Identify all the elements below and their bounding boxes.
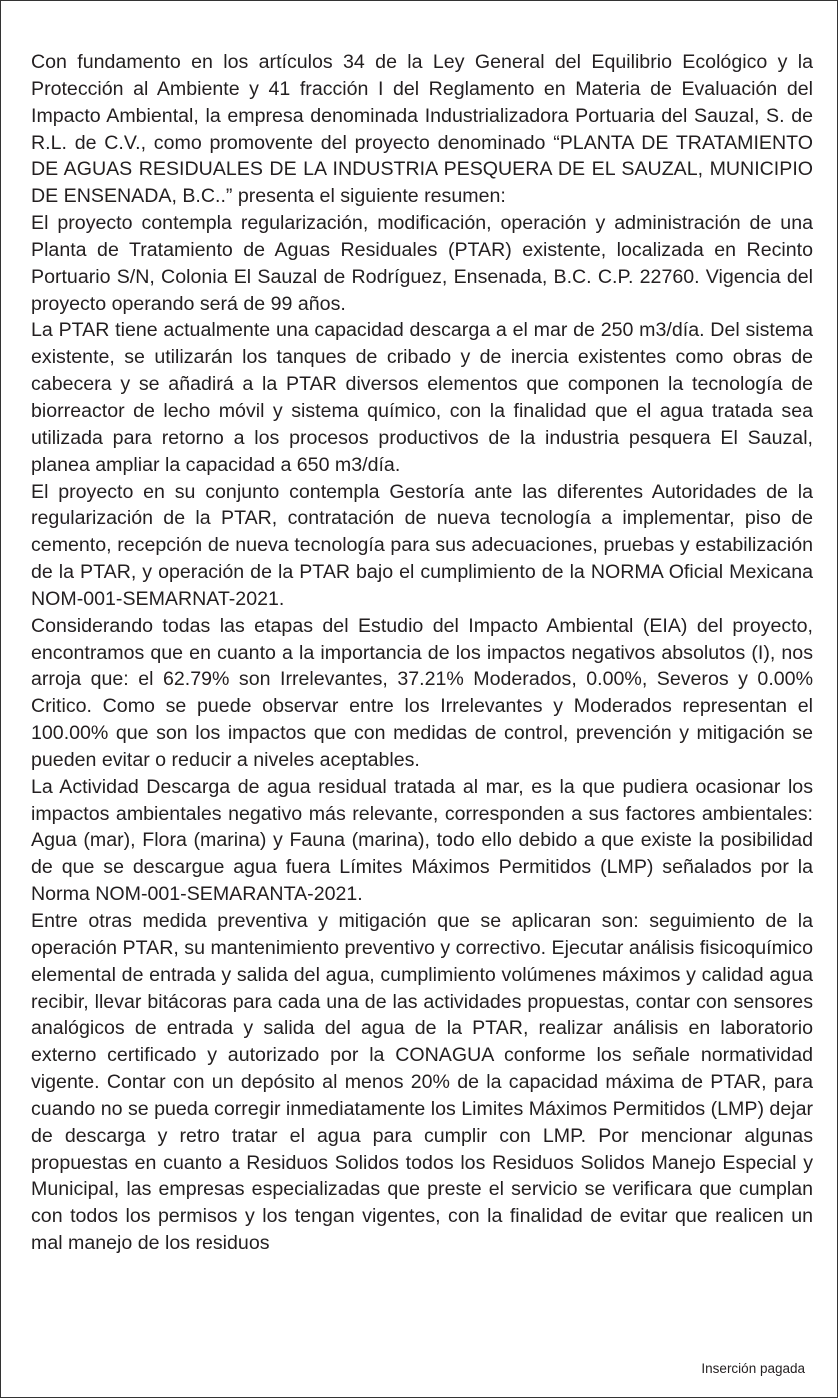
paragraph-impactos: Considerando todas las etapas del Estudio del Impacto Ambiental (EIA) del proyecto, encontramos que en cuanto a la importancia de los impactos negativos absolutos (I), nos arroja que: el 62.79% son Irrelevantes, 37.21% Moderados, 0.00%, Severos y 0.00% Critico. Como se puede observar entre los Irrelevantes y Moderados representan el 100.00% que son los impactos que con medidas de control, prevención y mitigación se pueden evitar o reducir a niveles aceptables. bbox=[31, 614, 813, 771]
paragraph-fundamento: Con fundamento en los artículos 34 de la Ley General del Equilibrio Ecológico y la Protección al Ambiente y 41 fracción I del Reglamento en Materia de Evaluación del Impacto Ambiental, la empresa denominada Industrializadora Portuaria del Sauzal, S. de R.L. de C.V., como promovente del proyecto denominado “PLANTA DE TRATAMIENTO DE AGUAS RESIDUALES DE LA INDUSTRIA PESQUERA DE EL SAUZAL, MUNICIPIO DE ENSENADA, B.C..” presenta el siguiente resumen: bbox=[31, 51, 813, 208]
paragraph-medidas: Entre otras medida preventiva y mitigación que se aplicaran son: seguimiento de la operación PTAR, su mantenimiento preventivo y correctivo. Ejecutar análisis fisicoquímico elemental de entrada y salida del agua, cumplimiento volúmenes máximos y calidad agua recibir, llevar bitácoras para cada una de las actividades propuestas, contar con sensores analógicos de entrada y salida del agua de la PTAR, realizar análisis en laboratorio externo certificado y autorizado por la CONAGUA conforme los señale normatividad vigente. Contar con un depósito al menos 20% de la capacidad máxima de PTAR, para cuando no se pueda corregir inmediatamente los Limites Máximos Permitidos (LMP) dejar de descarga y retro tratar el agua para cumplir con LMP. Por mencionar algunas propuestas en cuanto a Residuos Solidos todos los Residuos Solidos Manejo Especial y Municipal, las empresas especializadas que preste el servicio se verificara que cumplan con todos los permisos y los tengan vigentes, con la finalidad de evitar que realicen un mal manejo de los residuos bbox=[31, 910, 813, 1255]
paragraph-gestoria: El proyecto en su conjunto contempla Gestoría ante las diferentes Autoridades de la regularización de la PTAR, contratación de nueva tecnología a implementar, piso de cemento, recepción de nueva tecnología para sus adecuaciones, pruebas y estabilización de la PTAR, y operación de la PTAR bajo el cumplimiento de la NORMA Oficial Mexicana NOM-001-SEMARNAT-2021. bbox=[31, 480, 813, 610]
document-body bbox=[31, 49, 813, 1257]
paragraph-descripcion-proyecto: El proyecto contempla regularización, modificación, operación y administración de una Planta de Tratamiento de Aguas Residuales (PTAR) existente, localizada en Recinto Portuario S/N, Colonia El Sauzal de Rodríguez, Ensenada, B.C. C.P. 22760. Vigencia del proyecto operando será de 99 años. bbox=[31, 212, 813, 315]
paragraph-actividad-descarga: La Actividad Descarga de agua residual tratada al mar, es la que pudiera ocasionar los impactos ambientales negativo más relevante, corresponden a sus factores ambientales: Agua (mar), Flora (marina) y Fauna (marina), todo ello debido a que existe la posibilidad de que se descargue agua fuera Límites Máximos Permitidos (LMP) señalados por la Norma NOM-001-SEMARANTA-2021. bbox=[31, 775, 813, 906]
paid-insertion-label: Inserción pagada bbox=[701, 1361, 805, 1376]
paragraph-capacidad: La PTAR tiene actualmente una capacidad descarga a el mar de 250 m3/día. Del sistema existente, se utilizarán los tanques de cribado y de inercia existentes como obras de cabecera y se añadirá a la PTAR diversos elementos que componen la tecnología de biorreactor de lecho móvil y sistema químico, con la finalidad que el agua tratada sea utilizada para retorno a los procesos productivos de la industria pesquera El Sauzal, planea ampliar la capacidad a 650 m3/día. bbox=[31, 319, 813, 476]
